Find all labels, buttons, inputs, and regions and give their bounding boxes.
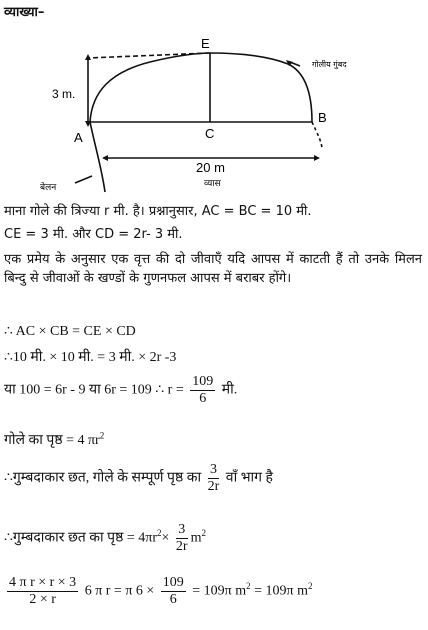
fraction-final-2-den: 6: [169, 592, 177, 607]
label-height: 3 m.: [52, 87, 76, 101]
fraction-area-num: 3: [176, 522, 188, 539]
line-9-text: ∴गुम्बदाकार छत का पृष्ठ = 4πr: [4, 530, 157, 546]
label-dome: गोलीय गुंबद: [312, 60, 347, 69]
line-10-result: = 109π m: [192, 583, 247, 599]
cylinder-arrow-line: [75, 176, 92, 183]
fraction-final-2-num: 109: [162, 575, 184, 590]
fraction-part-den: 2r: [207, 479, 220, 494]
label-a: A: [74, 130, 83, 145]
label-cylinder: बेलन: [40, 183, 57, 193]
arrow-up: [85, 54, 91, 60]
line-7-text: गोले का पृष्ठ = 4 πr: [4, 433, 100, 448]
label-diameter: व्यास: [204, 179, 221, 189]
fraction-part: [208, 462, 220, 495]
line-10-sup: 2: [246, 581, 251, 592]
fraction-final-1: [7, 575, 78, 608]
arrow-right: [314, 155, 320, 161]
line-2: CE = 3 मी. और CD = 2r- 3 मी.: [4, 227, 183, 242]
fraction-final-2: [161, 575, 186, 608]
arrow-left: [102, 155, 108, 161]
line-10: [4, 575, 313, 608]
dome-arc: [90, 53, 312, 122]
line-9-sup2: 2: [201, 528, 206, 539]
line-6: [4, 374, 237, 407]
line-9-sup: 2: [157, 528, 162, 539]
label-e: E: [201, 36, 210, 51]
line-7: [4, 430, 104, 449]
line-8-end: वाँ भाग है: [225, 470, 273, 486]
line-10-sup2: 2: [308, 581, 313, 592]
line-9-times: ×: [161, 530, 170, 546]
height-guide: [88, 53, 210, 58]
label-b: B: [318, 110, 327, 125]
line-10-result2: = 109π m: [254, 583, 308, 599]
line-9-unit: m: [190, 530, 202, 546]
dome-diagram: [0, 0, 428, 200]
fraction-part-num: 3: [208, 462, 220, 479]
fraction-area-den: 2r: [175, 539, 188, 554]
line-4: ∴ AC × CB = CE × CD: [4, 324, 136, 339]
line-6-unit: मी.: [221, 382, 238, 398]
heading: व्याख्या–: [4, 5, 45, 20]
line-6-text: या 100 = 6r - 9 या 6r = 109 ∴ r =: [4, 382, 184, 398]
line-3-theorem: एक प्रमेय के अनुसार एक वृत्त की दो जीवाएँ यदि आपस में काटती हैं तो उनके मिलन बिन्दु से जीवाओं के खण्डों के गुणनफल आपस में बराबर होंगे।: [4, 252, 422, 286]
label-c: C: [205, 126, 215, 141]
line-1: माना गोले की त्रिज्या r मी. है। प्रश्नानुसार, AC = BC = 10 मी.: [4, 204, 312, 219]
fraction-area: [176, 522, 188, 555]
fraction-final-1-num: 4 π r × r × 3: [9, 575, 77, 590]
line-7-sup: 2: [99, 430, 105, 441]
fraction-r-den: 6: [199, 391, 207, 406]
line-5: ∴10 मी. × 10 मी. = 3 मी. × 2r -3: [4, 350, 177, 365]
fraction-final-1-den: 2 × r: [29, 592, 56, 607]
line-9: [4, 522, 206, 555]
line-8: [4, 462, 273, 495]
fraction-r-num: 109: [192, 374, 214, 389]
cylinder-left: [90, 122, 105, 192]
fraction-r: [190, 374, 215, 407]
cylinder-right: [312, 122, 322, 150]
label-base-width: 20 m: [196, 160, 225, 175]
line-10-text: 6 π r = π 6 ×: [84, 583, 155, 599]
line-8-text: ∴गुम्बदाकार छत, गोले के सम्पूर्ण पृष्ठ का: [4, 470, 202, 486]
